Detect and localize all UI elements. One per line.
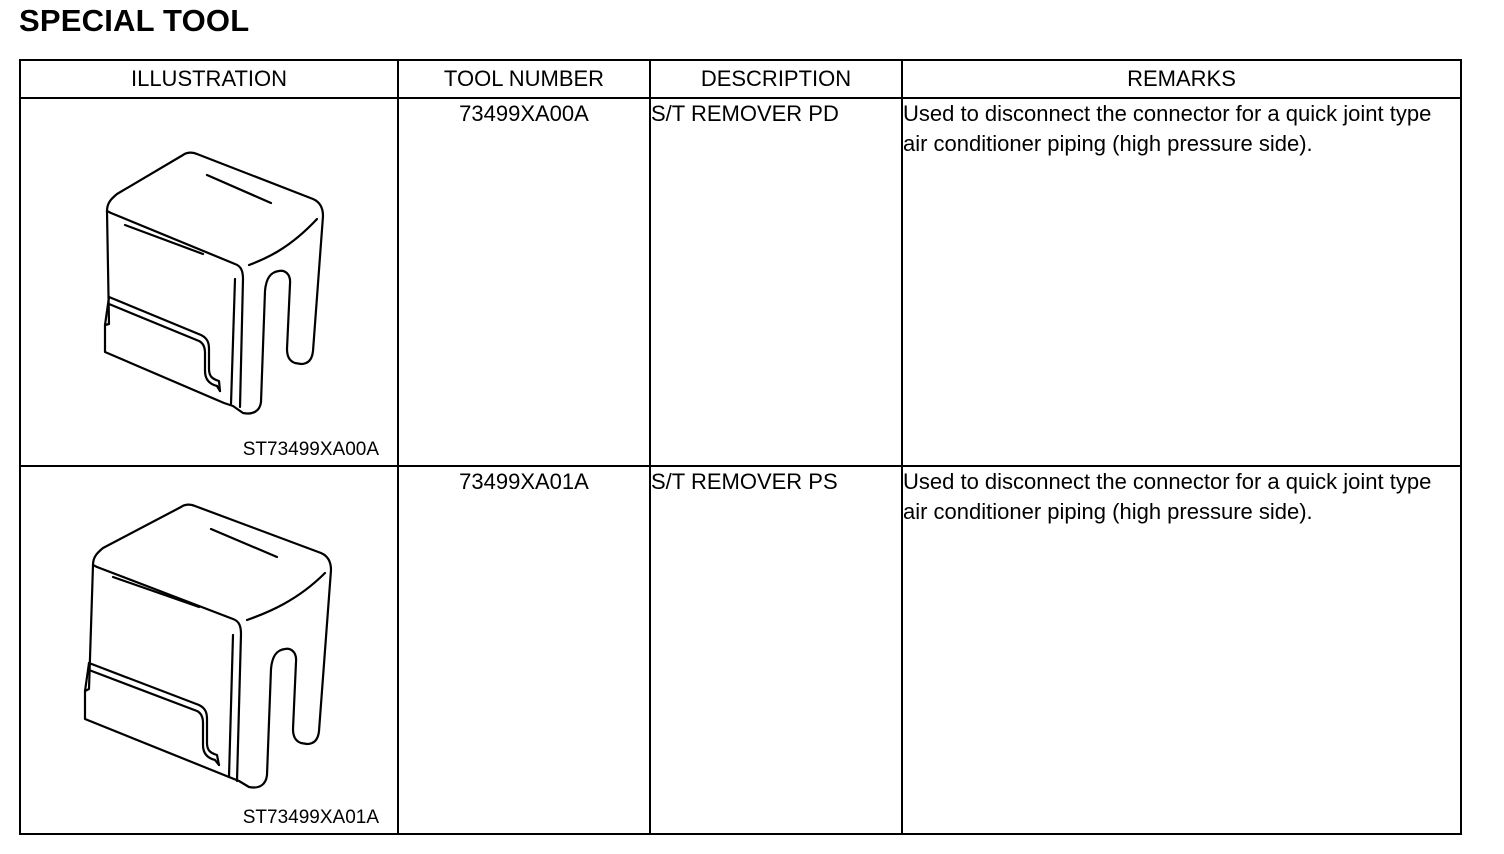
illustration-code: ST73499XA00A bbox=[242, 439, 379, 460]
remarks-cell: Used to disconnect the connector for a quick joint type air conditioner piping (high pressure side). bbox=[902, 98, 1461, 466]
page-title: SPECIAL TOOL bbox=[19, 3, 250, 38]
column-header-description: DESCRIPTION bbox=[650, 60, 902, 98]
table-row bbox=[20, 98, 1461, 466]
description-cell: S/T REMOVER PD bbox=[650, 98, 902, 466]
special-tool-table bbox=[19, 59, 1462, 835]
column-header-remarks: REMARKS bbox=[902, 60, 1461, 98]
illustration-cell bbox=[20, 466, 398, 834]
column-header-illustration: ILLUSTRATION bbox=[20, 60, 398, 98]
column-header-tool-number: TOOL NUMBER bbox=[398, 60, 650, 98]
description-cell: S/T REMOVER PS bbox=[650, 466, 902, 834]
tool-number-cell: 73499XA00A bbox=[398, 98, 650, 466]
table-header-row bbox=[20, 60, 1461, 98]
illustration-cell bbox=[20, 98, 398, 466]
illustration-code: ST73499XA01A bbox=[242, 807, 379, 828]
remover-tool-drawing-icon bbox=[21, 99, 397, 465]
remarks-cell: Used to disconnect the connector for a quick joint type air conditioner piping (high pressure side). bbox=[902, 466, 1461, 834]
remover-tool-drawing-icon bbox=[21, 467, 397, 833]
table-row bbox=[20, 466, 1461, 834]
tool-number-cell: 73499XA01A bbox=[398, 466, 650, 834]
